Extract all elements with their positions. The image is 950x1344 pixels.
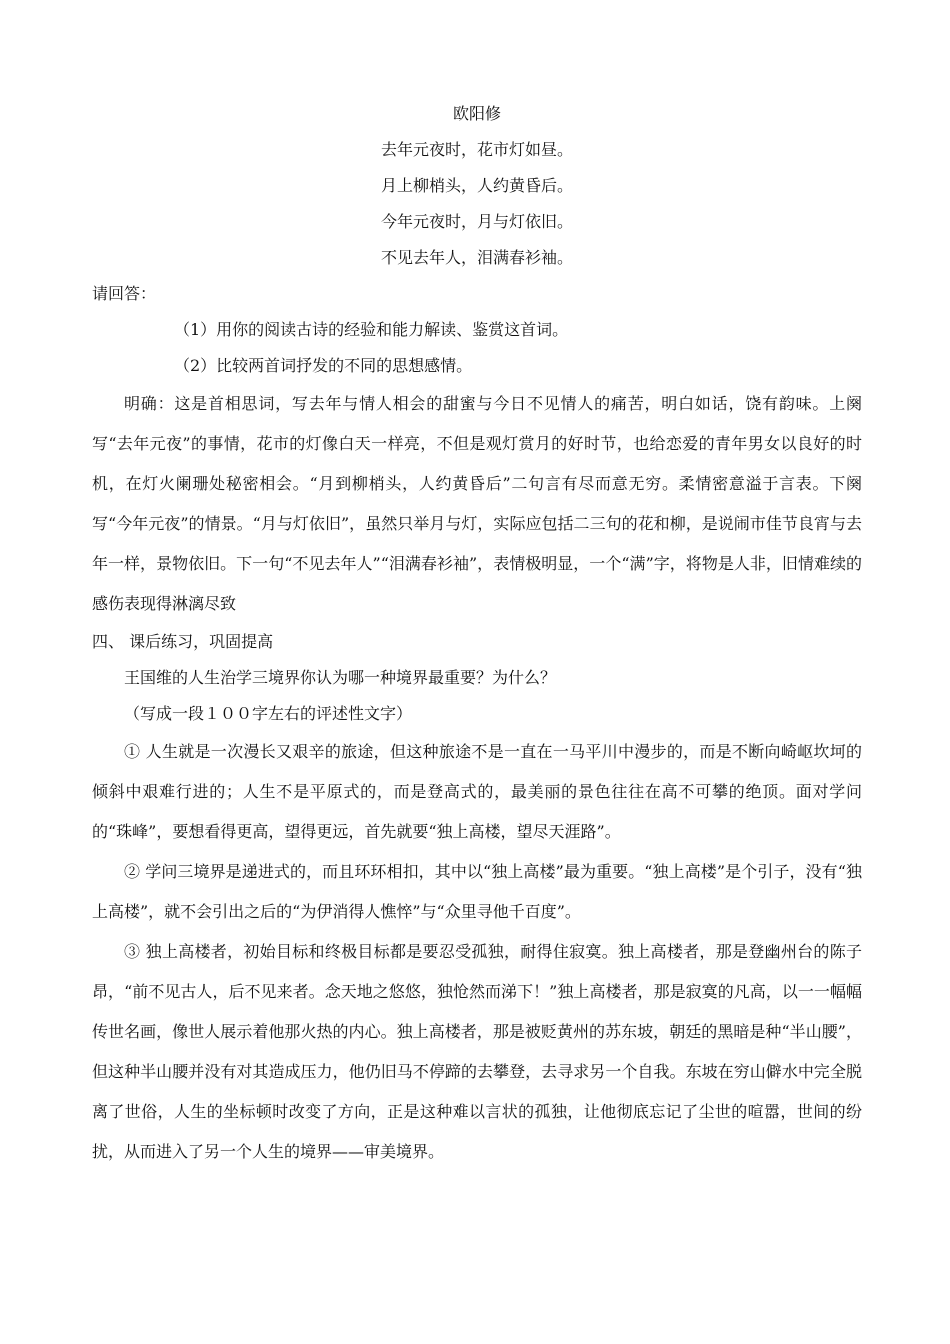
poem-line-3: 今年元夜时，月与灯依旧。: [380, 212, 573, 231]
exercise-instruction: （写成一段１００字左右的评述性文字）: [124, 704, 413, 723]
poem-author: 欧阳修: [452, 104, 501, 123]
essay-paragraph-1: ① 人生就是一次漫长又艰辛的旅途，但这种旅途不是一直在一马平川中漫步的，而是不断向崎岖坎坷的倾斜中艰难行进的；人生不是平原式的，而是登高式的，最美丽的景色往往在高不可攀的绝顶。面对学问的“珠峰”，要想看得更高，望得更远，首先就要“独上高楼，望尽天涯路”。: [92, 742, 862, 841]
section-heading: 四、 课后练习，巩固提高: [92, 632, 274, 651]
answer-paragraph: 明确：这是首相思词，写去年与情人相会的甜蜜与今日不见情人的痛苦，明白如话，饶有韵味。上阕写“去年元夜”的事情，花市的灯像白天一样亮，不但是观灯赏月的好时节，也给恋爱的青年男女以良好的时机，在灯火阑珊处秘密相会。“月到柳梢头，人约黄昏后”二句言有尽而意无穷。柔情密意溢于言表。下阕写“今年元夜”的情景。“月与灯依旧”，虽然只举月与灯，实际应包括二三句的花和柳，是说闹市佳节良宵与去年一样，景物依旧。下一句“不见去年人”“泪满春衫袖”，表情极明显，一个“满”字，将物是人非，旧情难续的感伤表现得淋漓尽致: [92, 394, 862, 613]
question-item-2: （2）比较两首词抒发的不同的思想感情。: [174, 356, 473, 375]
poem-line-4: 不见去年人，泪满春衫袖。: [380, 248, 573, 267]
poem-line-2: 月上柳梢头，人约黄昏后。: [380, 176, 573, 195]
poem-line-1: 去年元夜时，花市灯如昼。: [380, 140, 573, 159]
exercise-question: 王国维的人生治学三境界你认为哪一种境界最重要？为什么？: [124, 668, 557, 687]
document-page: [92, 96, 862, 1172]
question-item-1: （1）用你的阅读古诗的经验和能力解读、鉴赏这首词。: [174, 320, 569, 339]
essay-paragraph-3: ③ 独上高楼者，初始目标和终极目标都是要忍受孤独，耐得住寂寞。独上高楼者，那是登幽州台的陈子昂，“前不见古人，后不见来者。念天地之悠悠，独怆然而涕下！”独上高楼者，那是寂寞的凡高，以一一幅幅传世名画，像世人展示着他那火热的内心。独上高楼者，那是被贬黄州的苏东坡，朝廷的黑暗是种“半山腰”，但这种半山腰并没有对其造成压力，他仍旧马不停蹄的去攀登，去寻求另一个自我。东坡在穷山僻水中完全脱离了世俗，人生的坐标顿时改变了方向，正是这种难以言状的孤独，让他彻底忘记了尘世的喧嚣，世间的纷扰，从而进入了另一个人生的境界——审美境界。: [92, 942, 862, 1161]
essay-paragraph-2: ② 学问三境界是递进式的，而且环环相扣，其中以“独上高楼”最为重要。“独上高楼”是个引子，没有“独上高楼”，就不会引出之后的“为伊消得人憔悴”与“众里寻他千百度”。: [92, 862, 862, 921]
question-prompt: 请回答：: [92, 284, 157, 303]
